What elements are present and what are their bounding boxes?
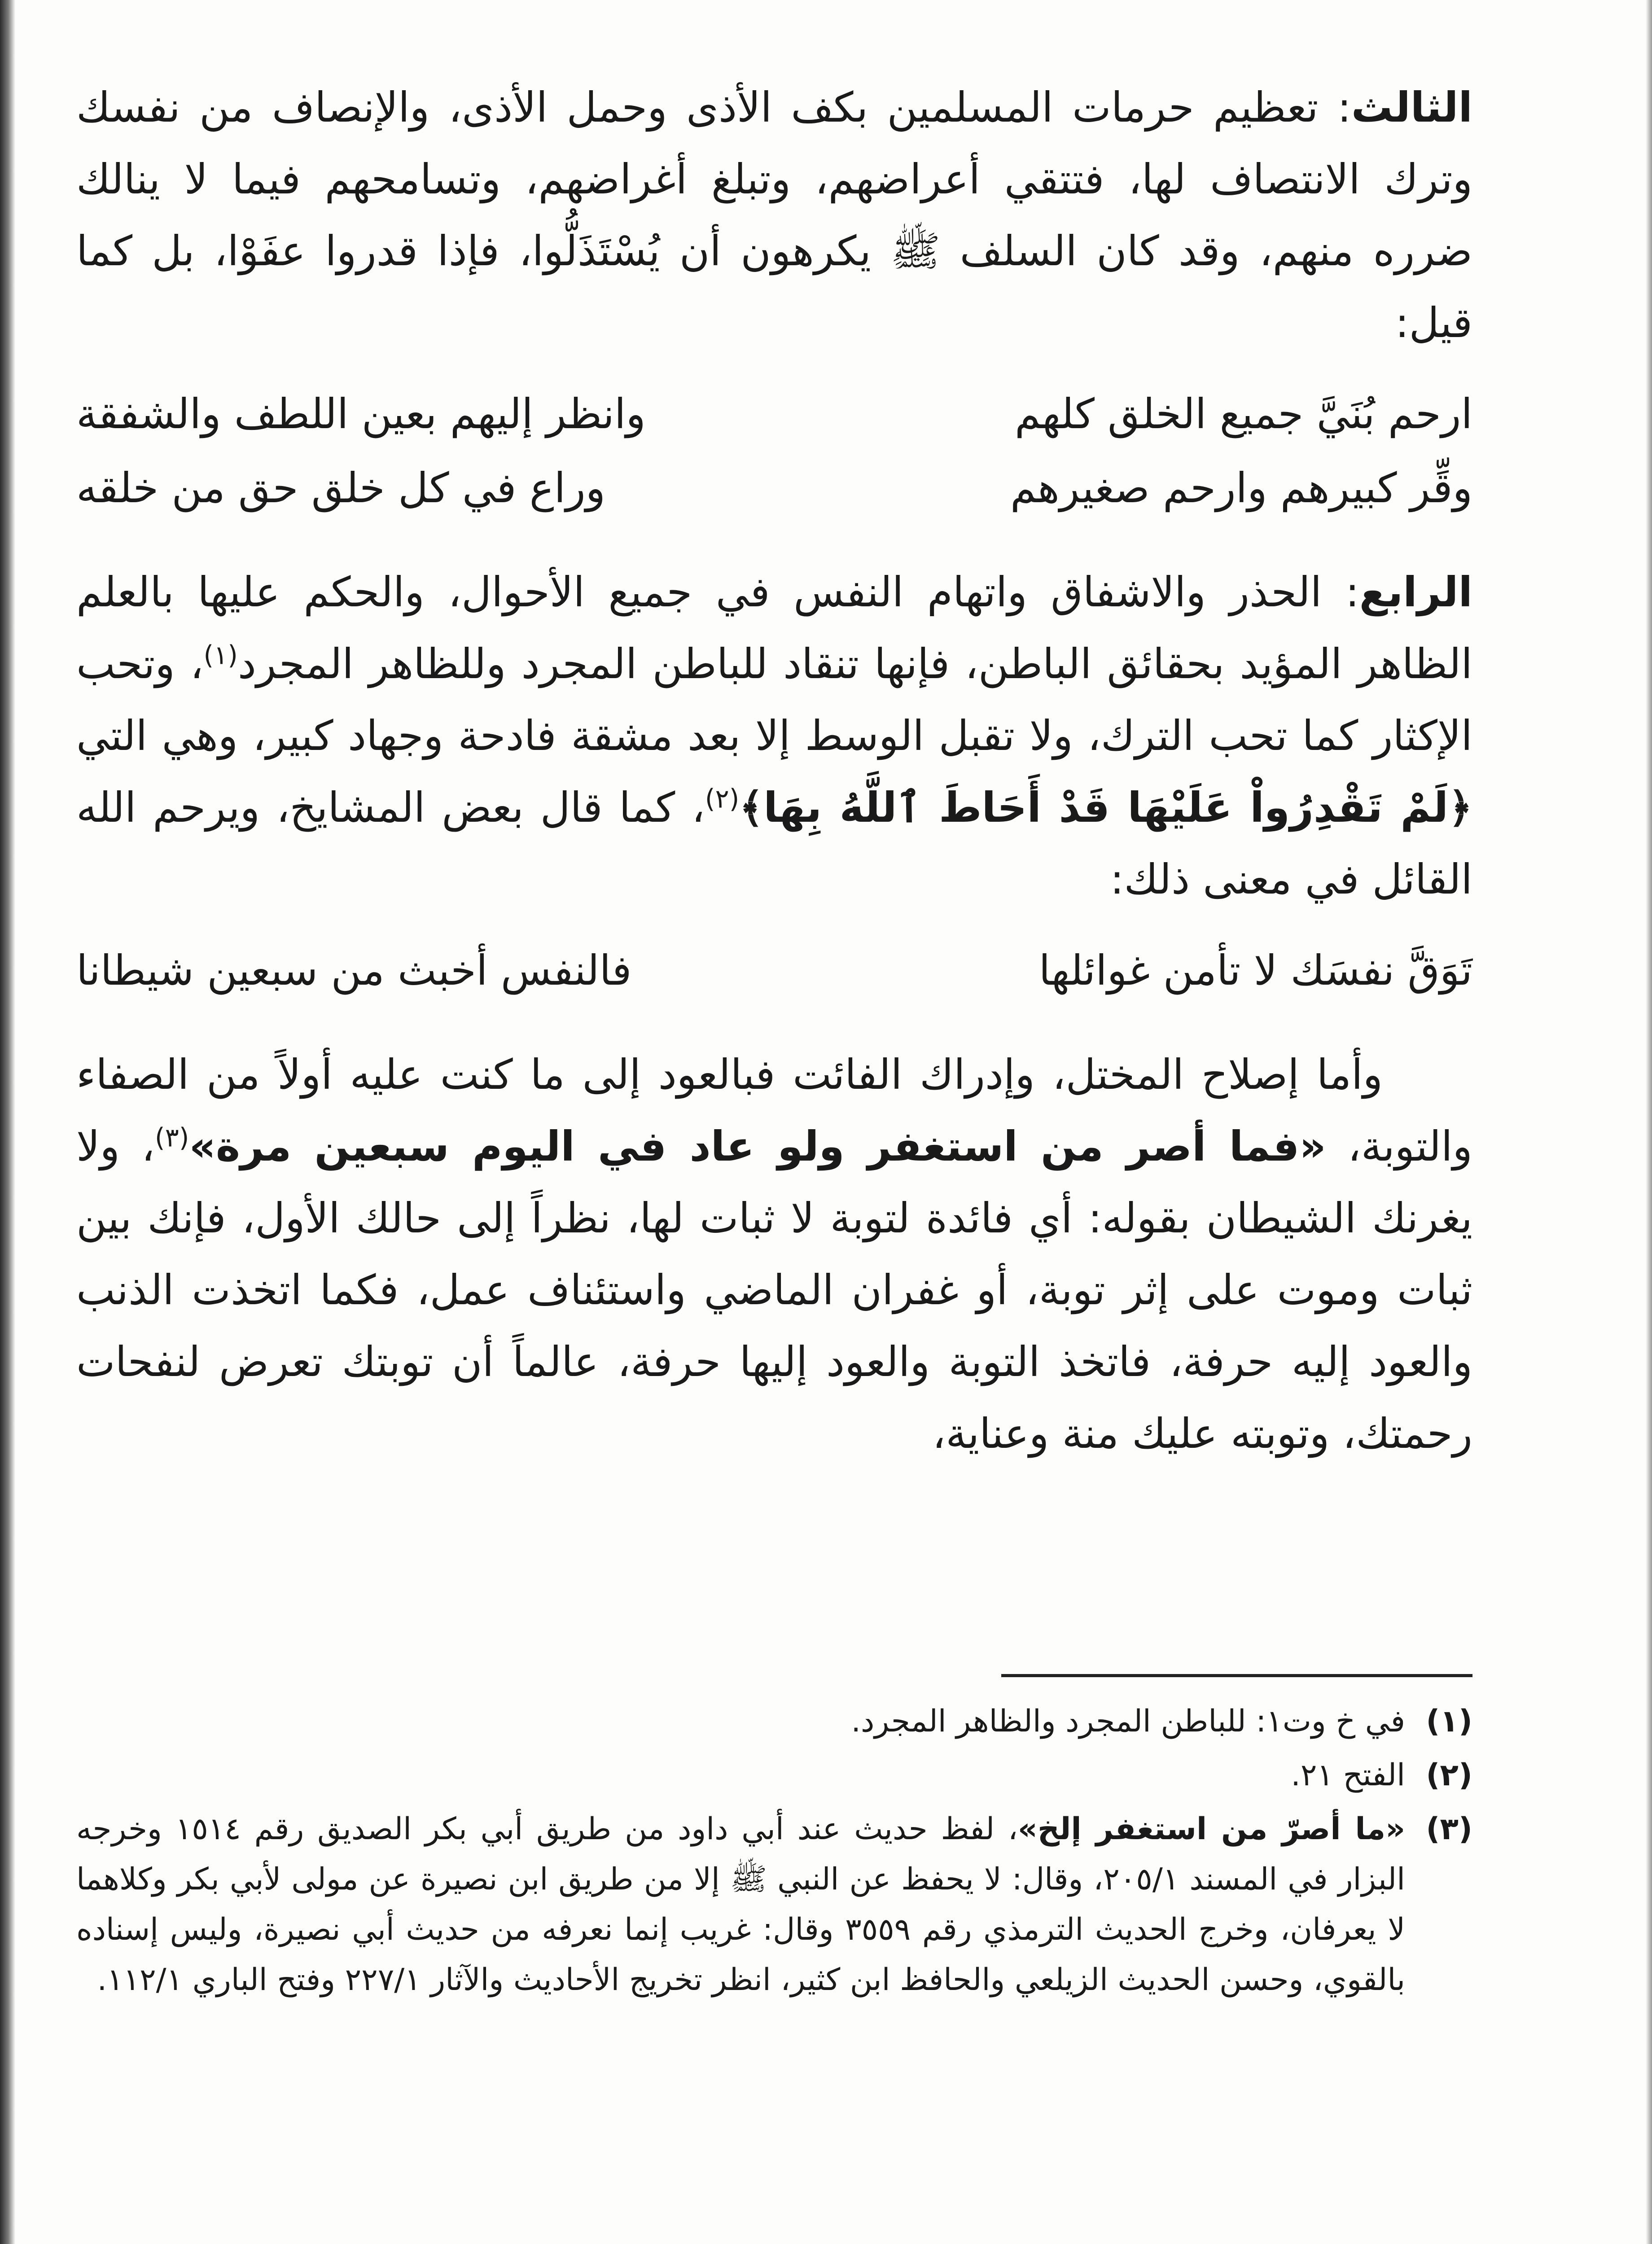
paragraph-text: : تعظيم حرمات المسلمين بكف الأذى وحمل الأذى، والإنصاف من نفسك وترك الانتصاف لها، فتتقي أعراضهم، وتبلغ أغراضهم، وتسامحهم فيما لا ينالك ضرره منهم، وقد كان السلف ﷺ يكرهون أن يُسْتَذَلُّوا، فإذا قدروا عفَوْا، بل كما قيل:: [76, 83, 1472, 347]
footnote-body: في خ وت١: للباطن المجرد والظاهر المجرد.: [851, 1704, 1405, 1739]
footnote-number: (١): [1426, 1704, 1472, 1739]
paragraph-text: : الحذر والاشفاق واتهام النفس في جميع الأحوال، والحكم عليها بالعلم الظاهر المؤيد بحقائق الباطن، فإنها تنقاد للباطن المجرد وللظاهر المجرد: [76, 568, 1472, 688]
poem-block-1: [76, 377, 1472, 525]
paragraph-fourth: [76, 557, 1472, 916]
footnote-separator: [1001, 1674, 1472, 1677]
poem-block-2: [76, 934, 1472, 1008]
footnotes: [76, 1696, 1472, 2009]
page-edge-shadow-right: [1646, 0, 1652, 2244]
footnote-body: ، لفظ حديث عند أبي داود من طريق أبي بكر الصديق رقم ١٥١٤ وخرجه البزار في المسند ٢٠٥/١، وقال: لا يحفظ عن النبي ﷺ إلا من طريق ابن نصيرة عن مولى لأبي بكر وكلاهما لا يعرفان، وخرج الحديث الترمذي رقم ٣٥٥٩ وقال: غريب إنما نعرفه من حديث أبي نصيرة، وليس إسناده بالقوي، وحسن الحديث الزيلعي والحافظ ابن كثير، انظر تخريج الأحاديث والآثار ٢٢٧/١ وفتح الباري ١١٢/١.: [76, 1811, 1406, 1998]
verse-second-hemistich: وانظر إليهم بعين اللطف والشفقة: [76, 390, 646, 438]
paragraph-text: ، كما قال بعض المشايخ، ويرحم الله القائل في معنى ذلك:: [76, 784, 1472, 903]
paragraph-repair: [76, 1039, 1472, 1470]
footnote-ref: (١): [203, 640, 238, 671]
footnote-body: الفتح ٢١.: [1291, 1758, 1405, 1793]
footnote-lead: «ما أصرّ من استغفر إلخ»: [1017, 1811, 1405, 1847]
verse-line: [76, 377, 1472, 451]
footnote-number: (٣): [1426, 1811, 1472, 1847]
paragraph-lead: الرابع: [1359, 568, 1472, 616]
verse-second-hemistich: فالنفس أخبث من سبعين شيطانا: [76, 947, 632, 995]
footnote: [76, 1750, 1472, 1801]
footnote-ref: (٢): [705, 783, 740, 814]
verse-first-hemistich: ارحم بُنَيَّ جميع الخلق كلهم: [1015, 390, 1472, 438]
main-text: [76, 72, 1472, 1488]
verse-line: [76, 934, 1472, 1008]
verse-first-hemistich: تَوَقَّ نفسَك لا تأمن غوائلها: [1039, 947, 1472, 995]
footnote: [76, 1696, 1472, 1747]
hadith-quote: «فما أصر من استغفر ولو عاد في اليوم سبعين مرة»: [189, 1122, 1326, 1170]
page-edge-shadow: [0, 0, 15, 2244]
footnote: [76, 1804, 1472, 2005]
footnote-text: [76, 1804, 1405, 2005]
footnote-ref: (٣): [155, 1122, 189, 1153]
footnote-text: [76, 1750, 1405, 1801]
quran-quote: ﴿لَمْ تَقْدِرُواْ عَلَيْهَا قَدْ أَحَاطَ ٱللَّهُ بِهَا﴾: [739, 784, 1472, 832]
footnote-text: [76, 1696, 1405, 1747]
paragraph-lead: الثالث: [1351, 83, 1472, 131]
paragraph-text: وأما إصلاح المختل، وإدراك الفائت فبالعود إلى ما كنت عليه أولاً من الصفاء والتوبة،: [76, 1051, 1472, 1170]
verse-line: [76, 451, 1472, 525]
verse-second-hemistich: وراع في كل خلق حق من خلقه: [76, 464, 606, 512]
footnote-number: (٢): [1426, 1758, 1472, 1793]
paragraph-text: ، وتحب الإكثار كما تحب الترك، ولا تقبل الوسط إلا بعد مشقة فادحة وجهاد كبير، وهي التي: [76, 640, 1472, 760]
paragraph-text: ، ولا يغرنك الشيطان بقوله: أي فائدة لتوبة لا ثبات لها، نظراً إلى حالك الأول، فإنك بين ثبات وموت على إثر توبة، أو غفران الماضي واستئناف عمل، فكما اتخذت الذنب والعود إليه حرفة، فاتخذ التوبة والعود إليها حرفة، عالماً أن توبتك تعرض لنفحات رحمتك، وتوبته عليك منة وعناية،: [76, 1122, 1472, 1458]
verse-first-hemistich: وقِّر كبيرهم وارحم صغيرهم: [1010, 464, 1472, 512]
paragraph-third: [76, 72, 1472, 359]
